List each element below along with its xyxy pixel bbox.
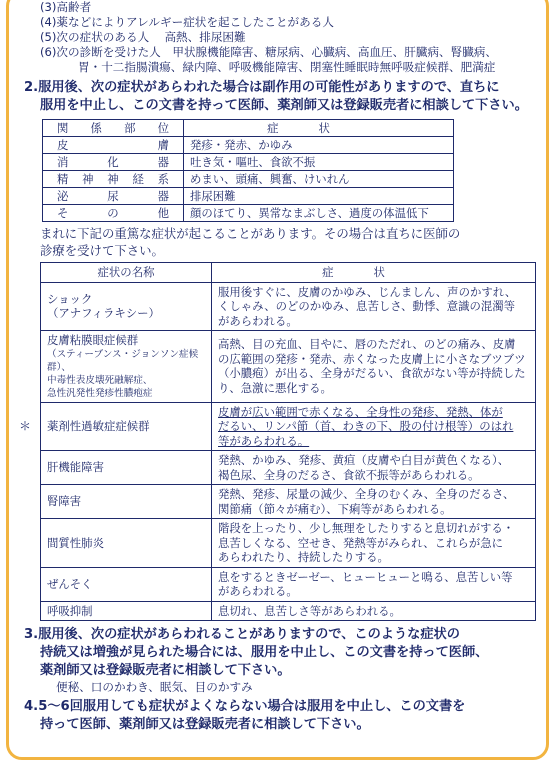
condition-item: (4)薬などによりアレルギー症状を起こしたことがある人: [40, 15, 334, 29]
symptom-name: ショック （アナフィラキシー）: [41, 282, 212, 331]
section-3-heading: [24, 626, 536, 644]
condition-item: (3)高齢者: [40, 0, 92, 14]
column-header: 症状: [212, 263, 536, 283]
section-number: 2.: [24, 80, 39, 95]
symptom-description: 発熱、発疹、尿量の減少、全身のむくみ、全身のだるさ、 関節痛（節々が痛む）、下痢等があらわれる。: [212, 485, 536, 519]
table-row: [43, 154, 454, 171]
section-4-continued: 持って医師、薬剤師又は登録販売者に相談して下さい。: [40, 717, 370, 732]
symptom-name: 腎障害: [41, 485, 212, 519]
section-number: 3.: [24, 627, 39, 642]
condition-item-continued: 胃・十二指腸潰瘍、緑内障、呼吸機能障害、閉塞性睡眠時無呼吸症候群、肥満症: [78, 60, 496, 74]
section-text: 服用後、次の症状があらわれた場合は副作用の可能性がありますので、直ちに: [38, 80, 500, 95]
symptom-description: 発熱、かゆみ、発疹、黄疸（皮膚や白目が黄色くなる）、 褐色尿、全身のだるさ、食欲不振等があらわれる。: [212, 451, 536, 485]
column-header: 関係部位: [43, 120, 184, 137]
table-cell: 泌尿器: [43, 188, 184, 205]
serious-symptoms-table: [19, 262, 536, 621]
symptom-name: ＊ 薬剤性過敏症症候群: [41, 402, 212, 451]
table-cell: 皮膚: [43, 137, 184, 154]
section-3-continued: 持続又は増強が見られた場合には、服用を中止し、この文書を持って医師、: [40, 645, 489, 660]
table-row: [43, 205, 454, 222]
serious-symptoms-intro: まれに下記の重篤な症状が起こることがあります。その場合は直ちに医師の: [40, 226, 461, 241]
table-cell: その他: [43, 205, 184, 222]
table-row: [43, 188, 454, 205]
section-2-heading: [24, 79, 536, 97]
symptom-description: 皮膚が広い範囲で赤くなる、全身性の発疹、発熱、体が だるい、リンパ節（首、わきの下、股の付け根等）のはれ 等があらわれる。: [212, 402, 536, 451]
section-4-heading: [24, 698, 536, 716]
section-text: 服用後、次の症状があらわれることがありますので、このような症状の: [38, 627, 460, 642]
symptom-description: 高熱、目の充血、目やに、唇のただれ、のどの痛み、皮膚 の広範囲の発疹・発赤、赤くなった皮膚上に小さなブツブツ （小膿疱）が出る、全身がだるい、食欲がない等が持続した り、急激に悪化する。: [212, 331, 536, 403]
table-row: [41, 451, 536, 485]
table-header-row: [43, 120, 454, 137]
document-body: [19, 0, 536, 734]
symptom-description: 階段を上ったり、少し無理をしたりすると息切れがする・ 息苦しくなる、空せき、発熱等がみられ、これらが急に あらわれたり、持続したりする。: [212, 519, 536, 568]
table-cell: 消化器: [43, 154, 184, 171]
column-header: 症状: [184, 120, 454, 137]
side-effects-table: [42, 119, 454, 222]
condition-item: (5)次の症状のある人 高熱、排尿困難: [40, 30, 246, 44]
section-text: 5～6回服用しても症状がよくならない場合は服用を中止し、この文書を: [38, 699, 466, 714]
table-row: [41, 402, 536, 451]
table-row: [43, 137, 454, 154]
asterisk-mark: ＊: [19, 419, 32, 433]
symptom-name: 皮膚粘膜眼症候群 （スティーブンス・ジョンソン症候群）、 中毒性表皮壊死融解症、 急性汎発性発疹性膿疱症: [41, 331, 212, 403]
condition-item: (6)次の診断を受けた人 甲状腺機能障害、糖尿病、心臓病、高血圧、肝臓病、腎臓病、: [40, 45, 497, 59]
symptom-description: 息切れ、息苦しさ等があらわれる。: [212, 601, 536, 621]
section-3-continued: 薬剤師又は登録販売者に相談して下さい。: [40, 663, 291, 678]
table-cell: 発疹・発赤、かゆみ: [184, 137, 454, 154]
symptom-name: 肝機能障害: [41, 451, 212, 485]
table-row: [41, 485, 536, 519]
symptom-name: 間質性肺炎: [41, 519, 212, 568]
table-header-row: [41, 263, 536, 283]
table-cell: 精神神経系: [43, 171, 184, 188]
symptom-name: 呼吸抑制: [41, 601, 212, 621]
serious-symptoms-intro-continued: 診療を受けて下さい。: [40, 243, 164, 258]
table-row: [41, 282, 536, 331]
section-number: 4.: [24, 699, 39, 714]
symptom-name: ぜんそく: [41, 567, 212, 601]
table-row: [43, 171, 454, 188]
section-3-symptoms: 便秘、口のかわき、眠気、目のかすみ: [56, 680, 253, 694]
table-cell: 吐き気・嘔吐、食欲不振: [184, 154, 454, 171]
column-header: 症状の名称: [41, 263, 212, 283]
table-row: [41, 567, 536, 601]
section-2-continued: 服用を中止し、この文書を持って医師、薬剤師又は登録販売者に相談して下さい。: [40, 98, 528, 113]
table-cell: 排尿困難: [184, 188, 454, 205]
symptom-description: 服用後すぐに、皮膚のかゆみ、じんましん、声のかすれ、 くしゃみ、のどのかゆみ、息苦しさ、動悸、意識の混濁等 があらわれる。: [212, 282, 536, 331]
table-cell: めまい、頭痛、興奮、けいれん: [184, 171, 454, 188]
table-row: [41, 331, 536, 403]
symptom-description: 息をするときゼーゼー、ヒューヒューと鳴る、息苦しい等 があらわれる。: [212, 567, 536, 601]
table-row: [41, 519, 536, 568]
table-row: [41, 601, 536, 621]
table-cell: 顔のほてり、異常なまぶしさ、過度の体温低下: [184, 205, 454, 222]
